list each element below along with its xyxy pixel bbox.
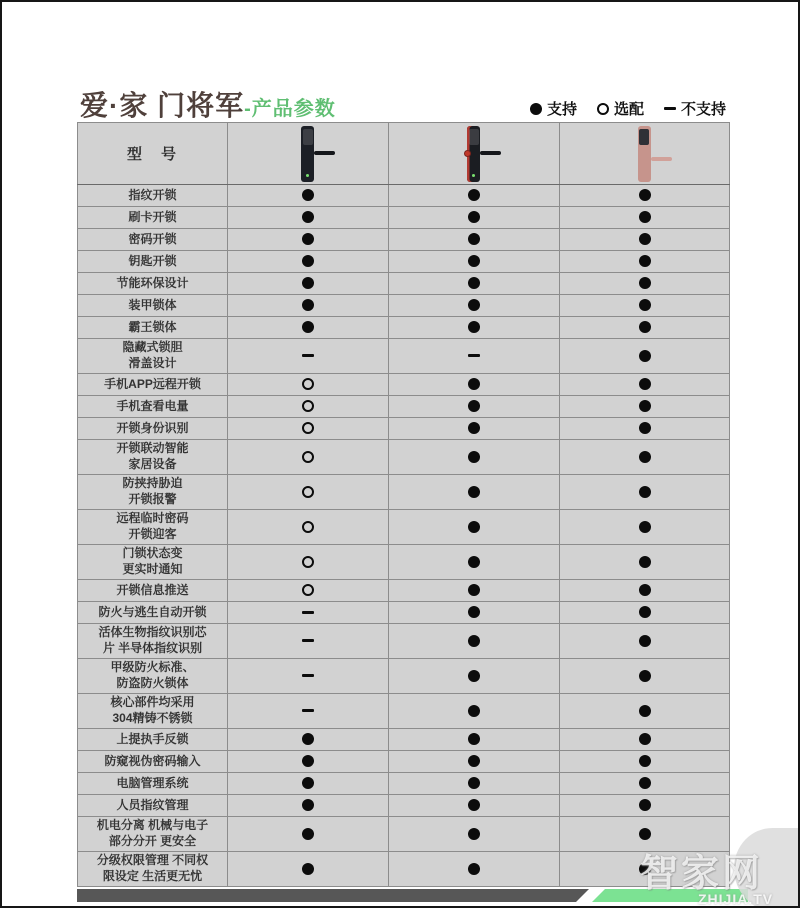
value-cell xyxy=(389,273,560,295)
value-cell xyxy=(560,475,730,510)
support-dot-icon xyxy=(468,211,480,223)
value-cell xyxy=(560,729,730,751)
table-row xyxy=(78,374,730,396)
value-cell xyxy=(228,440,389,475)
support-dot-icon xyxy=(639,350,651,362)
value-cell xyxy=(228,624,389,659)
support-dot-icon xyxy=(639,233,651,245)
optional-circle-icon xyxy=(597,103,609,115)
feature-label: 上提执手反锁 xyxy=(78,729,228,751)
support-dot-icon xyxy=(468,451,480,463)
value-cell xyxy=(560,396,730,418)
feature-label: 装甲锁体 xyxy=(78,295,228,317)
value-cell xyxy=(228,852,389,887)
table-row xyxy=(78,545,730,580)
support-dot-icon xyxy=(302,321,314,333)
support-dot-icon xyxy=(468,635,480,647)
optional-circle-icon xyxy=(302,521,314,533)
value-cell xyxy=(228,229,389,251)
feature-label: 核心部件均采用 304精铸不锈锁 xyxy=(78,694,228,729)
value-cell xyxy=(560,580,730,602)
lock-handle xyxy=(651,157,672,161)
lock-led xyxy=(472,174,475,177)
support-dot-icon xyxy=(468,670,480,682)
feature-label: 密码开锁 xyxy=(78,229,228,251)
support-dot-icon xyxy=(468,521,480,533)
value-cell xyxy=(560,694,730,729)
lock-keypad xyxy=(303,129,313,145)
table-header-row xyxy=(78,123,730,185)
lock-handle xyxy=(480,151,501,155)
optional-circle-icon xyxy=(302,556,314,568)
watermark-subtext: ZHIJIA.TV xyxy=(698,891,774,907)
support-dot-icon xyxy=(639,400,651,412)
value-cell xyxy=(228,339,389,374)
optional-circle-icon xyxy=(302,486,314,498)
table-row xyxy=(78,817,730,852)
table-row xyxy=(78,751,730,773)
optional-circle-icon xyxy=(302,400,314,412)
product-column-3 xyxy=(560,123,730,185)
table-row xyxy=(78,317,730,339)
legend xyxy=(530,98,726,119)
not-supported-dash-icon xyxy=(302,639,314,642)
lock-red-knob xyxy=(464,150,471,157)
feature-label: 活体生物指纹识别芯 片 半导体指纹识别 xyxy=(78,624,228,659)
value-cell xyxy=(560,773,730,795)
support-dot-icon xyxy=(639,670,651,682)
feature-label: 分级权限管理 不同权 限设定 生活更无忧 xyxy=(78,852,228,887)
table-row xyxy=(78,510,730,545)
feature-label: 指纹开锁 xyxy=(78,185,228,207)
support-dot-icon xyxy=(468,556,480,568)
value-cell xyxy=(560,251,730,273)
table-row xyxy=(78,773,730,795)
lock-keypad xyxy=(469,129,479,145)
value-cell xyxy=(389,751,560,773)
value-cell xyxy=(228,817,389,852)
value-cell xyxy=(560,795,730,817)
support-dot-icon xyxy=(468,755,480,767)
support-dot-icon xyxy=(639,486,651,498)
support-dot-icon xyxy=(639,451,651,463)
optional-circle-icon xyxy=(302,378,314,390)
value-cell xyxy=(228,273,389,295)
support-dot-icon xyxy=(639,299,651,311)
feature-label: 电脑管理系统 xyxy=(78,773,228,795)
optional-circle-icon xyxy=(302,422,314,434)
feature-label: 手机APP远程开锁 xyxy=(78,374,228,396)
legend-label-not-supported: 不支持 xyxy=(680,101,726,118)
value-cell xyxy=(560,751,730,773)
value-cell xyxy=(228,251,389,273)
bottom-bar-green xyxy=(592,889,748,902)
support-dot-icon xyxy=(468,828,480,840)
feature-label: 机电分离 机械与电子 部分分开 更安全 xyxy=(78,817,228,852)
value-cell xyxy=(389,729,560,751)
value-cell xyxy=(560,185,730,207)
value-cell xyxy=(228,751,389,773)
support-dot-icon xyxy=(639,255,651,267)
support-dot-icon xyxy=(639,635,651,647)
value-cell xyxy=(560,545,730,580)
support-dot-icon xyxy=(468,777,480,789)
feature-label: 防挟持胁迫 开锁报警 xyxy=(78,475,228,510)
not-supported-dash-icon xyxy=(468,354,480,357)
support-dot-icon xyxy=(302,799,314,811)
value-cell xyxy=(389,374,560,396)
table-row xyxy=(78,659,730,694)
value-cell xyxy=(389,659,560,694)
feature-label: 开锁联动智能 家居设备 xyxy=(78,440,228,475)
title-main: 爱·家 门将军 xyxy=(80,90,245,121)
value-cell xyxy=(389,475,560,510)
table-row xyxy=(78,729,730,751)
legend-item-supported xyxy=(530,98,577,119)
watermark-blob xyxy=(734,828,800,908)
value-cell xyxy=(560,317,730,339)
support-dot-icon xyxy=(639,211,651,223)
support-dot-icon xyxy=(468,321,480,333)
value-cell xyxy=(389,396,560,418)
value-cell xyxy=(560,659,730,694)
support-dot-icon xyxy=(468,584,480,596)
feature-label: 门锁状态变 更实时通知 xyxy=(78,545,228,580)
value-cell xyxy=(389,817,560,852)
value-cell xyxy=(560,817,730,852)
value-cell xyxy=(228,374,389,396)
value-cell xyxy=(389,602,560,624)
value-cell xyxy=(560,602,730,624)
table-body xyxy=(78,185,730,887)
optional-circle-icon xyxy=(302,584,314,596)
value-cell xyxy=(560,510,730,545)
support-dot-icon xyxy=(468,733,480,745)
not-supported-dash-icon xyxy=(302,611,314,614)
value-cell xyxy=(389,440,560,475)
table-row xyxy=(78,207,730,229)
not-supported-dash-icon xyxy=(664,107,676,110)
value-cell xyxy=(389,580,560,602)
support-dot-icon xyxy=(468,799,480,811)
support-dot-icon xyxy=(468,378,480,390)
lock-body xyxy=(638,126,651,182)
table-row xyxy=(78,273,730,295)
value-cell xyxy=(389,229,560,251)
value-cell xyxy=(389,207,560,229)
value-cell xyxy=(560,295,730,317)
bottom-bar-dark xyxy=(77,889,589,902)
value-cell xyxy=(228,729,389,751)
support-dot-icon xyxy=(468,486,480,498)
support-dot-icon xyxy=(468,606,480,618)
legend-item-not-supported xyxy=(664,98,726,119)
smart-lock-black-red-icon xyxy=(443,126,505,182)
support-dot-icon xyxy=(639,777,651,789)
value-cell xyxy=(389,624,560,659)
support-dot-icon xyxy=(468,255,480,267)
support-dot-icon xyxy=(639,606,651,618)
support-dot-icon xyxy=(302,211,314,223)
value-cell xyxy=(228,317,389,339)
support-dot-icon xyxy=(639,378,651,390)
support-dot-icon xyxy=(639,422,651,434)
table-row xyxy=(78,795,730,817)
table-row xyxy=(78,418,730,440)
value-cell xyxy=(560,207,730,229)
table-row xyxy=(78,229,730,251)
watermark-text: 智家网 xyxy=(640,853,764,895)
value-cell xyxy=(228,295,389,317)
support-dot-icon xyxy=(302,189,314,201)
value-cell xyxy=(228,396,389,418)
value-cell xyxy=(389,251,560,273)
value-cell xyxy=(389,339,560,374)
value-cell xyxy=(228,185,389,207)
support-dot-icon xyxy=(639,584,651,596)
smart-lock-rose-gold-icon xyxy=(614,126,676,182)
support-dot-icon xyxy=(302,863,314,875)
value-cell xyxy=(228,207,389,229)
value-cell xyxy=(228,602,389,624)
value-cell xyxy=(228,773,389,795)
value-cell xyxy=(228,659,389,694)
product-column-1 xyxy=(228,123,389,185)
value-cell xyxy=(389,694,560,729)
support-dot-icon xyxy=(639,521,651,533)
value-cell xyxy=(389,545,560,580)
support-dot-icon xyxy=(302,299,314,311)
value-cell xyxy=(560,229,730,251)
table-row xyxy=(78,251,730,273)
support-dot-icon xyxy=(302,733,314,745)
lock-screen xyxy=(639,129,649,145)
support-dot-icon xyxy=(639,863,651,875)
table-row xyxy=(78,580,730,602)
support-dot-icon xyxy=(302,828,314,840)
value-cell xyxy=(228,418,389,440)
value-cell xyxy=(560,339,730,374)
value-cell xyxy=(560,374,730,396)
value-cell xyxy=(389,317,560,339)
model-header: 型 号 xyxy=(78,123,228,185)
support-dot-icon xyxy=(639,189,651,201)
legend-label-supported: 支持 xyxy=(546,101,577,118)
lock-handle xyxy=(314,151,335,155)
page-title xyxy=(80,84,336,124)
support-dot-icon xyxy=(530,103,542,115)
table-row xyxy=(78,396,730,418)
table-row xyxy=(78,295,730,317)
table-row xyxy=(78,602,730,624)
value-cell xyxy=(228,694,389,729)
support-dot-icon xyxy=(639,755,651,767)
support-dot-icon xyxy=(302,233,314,245)
feature-label: 手机查看电量 xyxy=(78,396,228,418)
support-dot-icon xyxy=(468,299,480,311)
support-dot-icon xyxy=(468,863,480,875)
support-dot-icon xyxy=(468,400,480,412)
value-cell xyxy=(228,545,389,580)
value-cell xyxy=(560,624,730,659)
feature-label: 节能环保设计 xyxy=(78,273,228,295)
support-dot-icon xyxy=(468,422,480,434)
lock-led xyxy=(306,174,309,177)
feature-label: 开锁身份识别 xyxy=(78,418,228,440)
value-cell xyxy=(560,852,730,887)
legend-item-optional xyxy=(597,98,644,119)
feature-label: 刷卡开锁 xyxy=(78,207,228,229)
support-dot-icon xyxy=(639,733,651,745)
feature-label: 防窥视伪密码输入 xyxy=(78,751,228,773)
not-supported-dash-icon xyxy=(302,709,314,712)
support-dot-icon xyxy=(639,556,651,568)
feature-label: 开锁信息推送 xyxy=(78,580,228,602)
support-dot-icon xyxy=(639,828,651,840)
support-dot-icon xyxy=(639,277,651,289)
support-dot-icon xyxy=(302,255,314,267)
feature-label: 远程临时密码 开锁迎客 xyxy=(78,510,228,545)
optional-circle-icon xyxy=(302,451,314,463)
smart-lock-black-icon xyxy=(277,126,339,182)
support-dot-icon xyxy=(639,705,651,717)
support-dot-icon xyxy=(468,189,480,201)
feature-label: 霸王锁体 xyxy=(78,317,228,339)
table-row xyxy=(78,185,730,207)
value-cell xyxy=(228,510,389,545)
value-cell xyxy=(389,773,560,795)
value-cell xyxy=(389,795,560,817)
feature-label: 钥匙开锁 xyxy=(78,251,228,273)
support-dot-icon xyxy=(468,705,480,717)
support-dot-icon xyxy=(468,277,480,289)
feature-label: 人员指纹管理 xyxy=(78,795,228,817)
support-dot-icon xyxy=(639,799,651,811)
value-cell xyxy=(389,295,560,317)
support-dot-icon xyxy=(302,777,314,789)
value-cell xyxy=(228,580,389,602)
value-cell xyxy=(560,418,730,440)
table-row xyxy=(78,852,730,887)
table-row xyxy=(78,440,730,475)
value-cell xyxy=(228,475,389,510)
table-row xyxy=(78,694,730,729)
product-comparison-table xyxy=(77,122,730,887)
feature-label: 防火与逃生自动开锁 xyxy=(78,602,228,624)
table-row xyxy=(78,624,730,659)
lock-body xyxy=(301,126,314,182)
support-dot-icon xyxy=(468,233,480,245)
value-cell xyxy=(389,510,560,545)
value-cell xyxy=(560,273,730,295)
title-sub: -产品参数 xyxy=(244,98,336,120)
value-cell xyxy=(560,440,730,475)
legend-label-optional: 选配 xyxy=(613,101,644,118)
value-cell xyxy=(389,852,560,887)
support-dot-icon xyxy=(302,755,314,767)
value-cell xyxy=(389,418,560,440)
feature-label: 隐藏式锁胆 滑盖设计 xyxy=(78,339,228,374)
product-column-2 xyxy=(389,123,560,185)
value-cell xyxy=(389,185,560,207)
not-supported-dash-icon xyxy=(302,674,314,677)
feature-label: 甲级防火标准、 防盗防火锁体 xyxy=(78,659,228,694)
value-cell xyxy=(228,795,389,817)
support-dot-icon xyxy=(302,277,314,289)
table-row xyxy=(78,339,730,374)
not-supported-dash-icon xyxy=(302,354,314,357)
table-row xyxy=(78,475,730,510)
lock-body xyxy=(467,126,480,182)
support-dot-icon xyxy=(639,321,651,333)
